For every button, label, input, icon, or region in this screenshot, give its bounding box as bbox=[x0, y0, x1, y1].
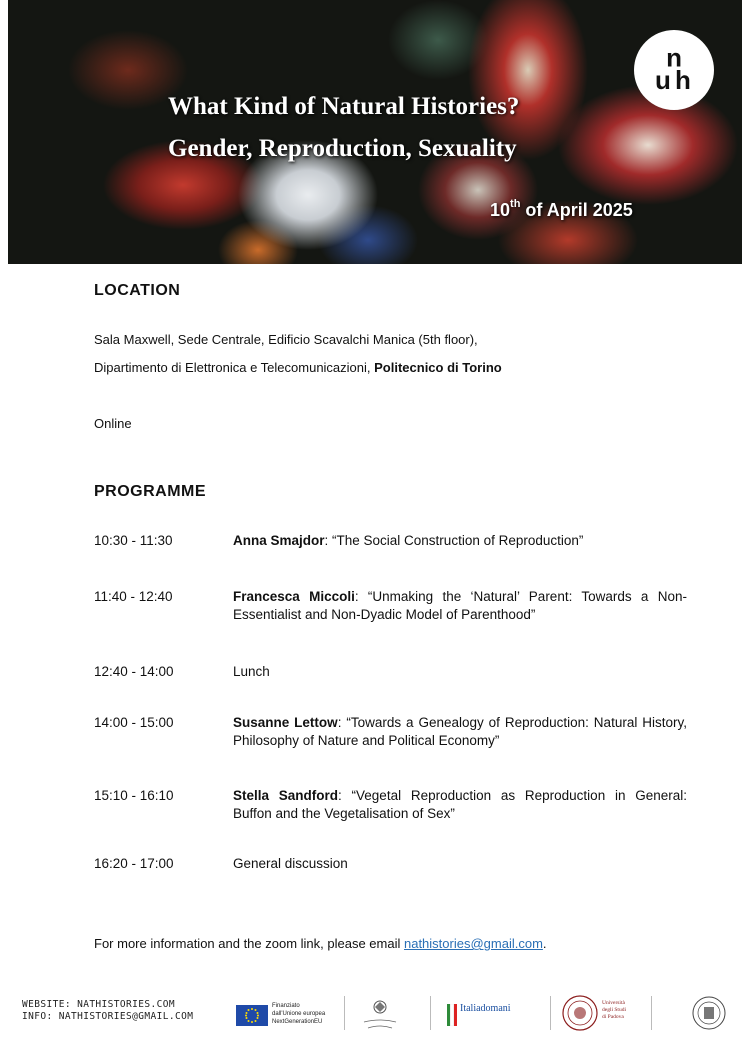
eu-funding-text bbox=[272, 1002, 334, 1026]
eu-funding-line2: dall'Unione europea bbox=[272, 1011, 326, 1017]
location-online: Online bbox=[94, 416, 132, 431]
italian-ministry-emblem bbox=[360, 998, 400, 1032]
programme-talk: : “Towards a Genealogy of Reproduction: Natural History, Philosophy of Nature and Political Economy” bbox=[233, 715, 687, 748]
footer-divider bbox=[651, 996, 652, 1030]
programme-time: 11:40 - 12:40 bbox=[94, 589, 173, 604]
location-address-line1: Sala Maxwell, Sede Centrale, Edificio Scavalchi Manica (5th floor), bbox=[94, 332, 478, 347]
event-date-day: 10 bbox=[490, 200, 511, 220]
eu-funding-line3: NextGenerationEU bbox=[272, 1019, 323, 1025]
footer-info: INFO: NATHISTORIES@GMAIL.COM bbox=[22, 1011, 194, 1022]
padova-name-line3: di Padova bbox=[602, 1014, 624, 1020]
contact-line bbox=[94, 936, 547, 951]
programme-description bbox=[233, 532, 687, 550]
italia-domani-label: Italiadomani bbox=[460, 1003, 511, 1014]
eu-funding-line1: Finanziato bbox=[272, 1003, 300, 1009]
programme-time: 16:20 - 17:00 bbox=[94, 856, 174, 871]
programme-heading: PROGRAMME bbox=[94, 483, 207, 500]
programme-time: 14:00 - 15:00 bbox=[94, 715, 174, 730]
padova-seal-icon bbox=[562, 995, 598, 1031]
unh-logo bbox=[634, 30, 714, 110]
programme-speaker: Susanne Lettow bbox=[233, 715, 338, 730]
svg-text:h: h bbox=[675, 65, 691, 95]
contact-email-link[interactable]: nathistories@gmail.com bbox=[403, 936, 543, 951]
event-title-line2: Gender, Reproduction, Sexuality bbox=[168, 135, 517, 162]
programme-talk: : “The Social Construction of Reproduction” bbox=[324, 533, 584, 548]
event-date-suffix: th bbox=[510, 198, 521, 210]
programme-talk: : “Unmaking the ‘Natural’ Parent: Towards a Non-Essentialist and Non-Dyadic Model of Parenthood” bbox=[233, 589, 687, 622]
padova-name-line1: Università bbox=[602, 1000, 625, 1006]
programme-speaker: Stella Sandford bbox=[233, 788, 339, 803]
svg-text:u: u bbox=[655, 65, 671, 95]
programme-description bbox=[233, 787, 687, 823]
programme-talk: : “Vegetal Reproduction as Reproduction in General: Buffon and the Vegetalisation of Sex” bbox=[233, 788, 687, 821]
programme-time: 15:10 - 16:10 bbox=[94, 788, 174, 803]
padova-name-line2: degli Studi bbox=[602, 1007, 626, 1013]
programme-description bbox=[233, 855, 687, 873]
programme-talk: General discussion bbox=[233, 856, 348, 871]
unh-logo-icon bbox=[645, 45, 703, 95]
padova-university-name bbox=[602, 1000, 646, 1021]
svg-text:u: u bbox=[666, 47, 682, 77]
eu-stars-icon bbox=[236, 1005, 268, 1026]
italia-domani-icon bbox=[447, 1004, 457, 1026]
location-department: Dipartimento di Elettronica e Telecomunicazioni, bbox=[94, 360, 375, 375]
location-heading: LOCATION bbox=[94, 282, 181, 299]
programme-time: 10:30 - 11:30 bbox=[94, 533, 173, 548]
location-address-line2 bbox=[94, 360, 502, 375]
programme-description bbox=[233, 663, 687, 681]
event-title-line1: What Kind of Natural Histories? bbox=[168, 93, 520, 120]
programme-time: 12:40 - 14:00 bbox=[94, 664, 174, 679]
contact-suffix: . bbox=[542, 936, 547, 951]
footer-divider bbox=[344, 996, 345, 1030]
footer bbox=[0, 990, 750, 1042]
footer-divider bbox=[430, 996, 431, 1030]
footer-contact bbox=[22, 999, 193, 1023]
header-banner bbox=[8, 0, 742, 264]
event-title bbox=[168, 86, 519, 170]
event-date-rest: of April 2025 bbox=[520, 200, 633, 220]
italia-domani-logo bbox=[460, 1003, 538, 1014]
programme-description bbox=[233, 588, 687, 624]
footer-website: WEBSITE: NATHISTORIES.COM bbox=[22, 999, 175, 1010]
location-university: Politecnico di Torino bbox=[374, 360, 502, 375]
contact-text: For more information and the zoom link, please email bbox=[94, 936, 404, 951]
torino-seal-icon bbox=[692, 996, 726, 1030]
programme-speaker: Francesca Miccoli bbox=[233, 589, 355, 604]
eu-flag-logo bbox=[236, 1005, 268, 1026]
programme-speaker: Anna Smajdor bbox=[233, 533, 325, 548]
programme-talk: Lunch bbox=[233, 664, 270, 679]
programme-description bbox=[233, 714, 687, 750]
event-date bbox=[490, 200, 633, 221]
footer-divider bbox=[550, 996, 551, 1030]
